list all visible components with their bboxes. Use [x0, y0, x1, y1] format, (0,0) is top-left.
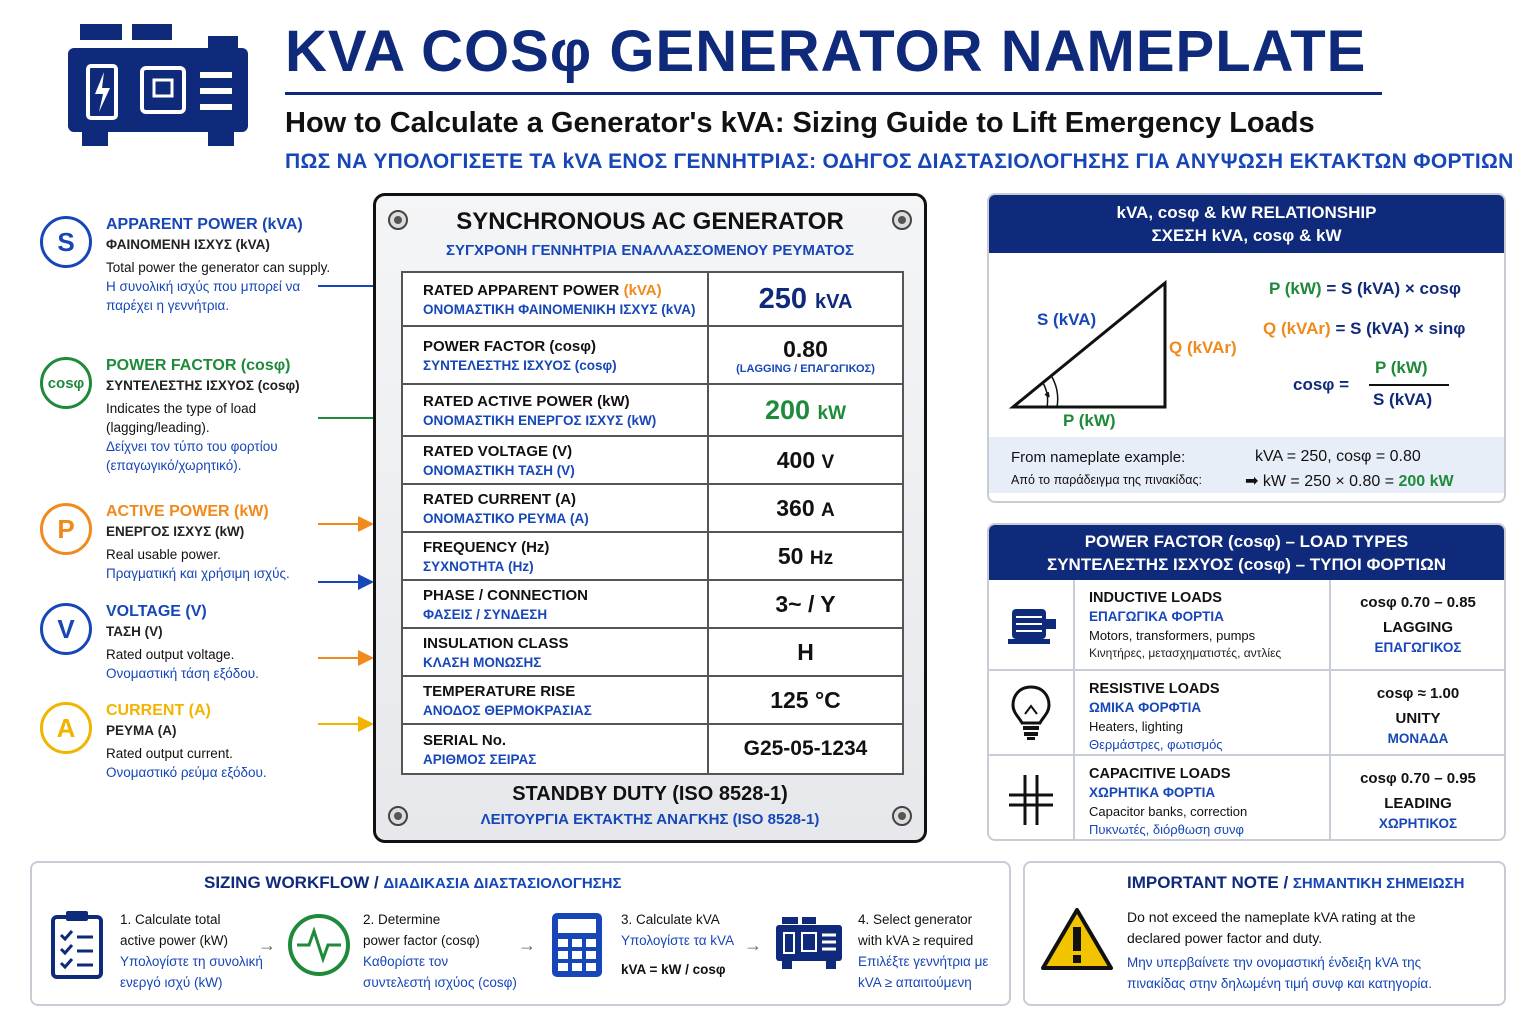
note-text-greek: Μην υπερβαίνετε την ονομαστική ένδειξη kVA της πινακίδας στην δηλωμένη τιμή συνφ και κατηγορία.: [1127, 955, 1432, 991]
nameplate-title: SYNCHRONOUS AC GENERATOR: [456, 208, 844, 235]
row-label: RATED VOLTAGE (V): [423, 442, 573, 460]
relationship-panel-header: [989, 195, 1504, 253]
legend-description: Rated output current.: [106, 746, 233, 761]
workflow-title: SIZING WORKFLOW / ΔΙΑΔΙΚΑΣΙΑ ΔΙΑΣΤΑΣΙΟΛΟΓΗΣΗΣ: [204, 873, 622, 892]
workflow-arrow-icon: →: [258, 935, 276, 955]
row-value: H: [708, 628, 903, 676]
load-name: RESISTIVE LOADS: [1089, 681, 1220, 697]
row-value: 400: [776, 446, 816, 473]
warning-icon: [1041, 907, 1113, 971]
formula-rhs: = S (kVA) × cosφ: [1326, 279, 1461, 298]
workflow-step-3: [621, 909, 734, 980]
row-value: 50: [777, 542, 804, 569]
note-text: Do not exceed the nameplate kVA rating at the declared power factor and duty.: [1127, 909, 1416, 946]
row-value: 250: [758, 282, 807, 315]
step-line-greek: Επιλέξτε γεννήτρια με: [858, 954, 989, 969]
step-line: 2. Determine: [363, 912, 441, 927]
active-power-symbol: P: [40, 503, 92, 555]
plate-row-phase: [402, 580, 903, 628]
load-row-inductive: [989, 580, 1504, 669]
load-kind: LEADING: [1384, 795, 1452, 812]
legend-power-factor: [40, 357, 330, 487]
power-factor-symbol: cosφ: [40, 357, 92, 409]
load-power-factor: cosφ ≈ 1.00: [1376, 685, 1460, 702]
triangle-label-p: P (kW): [1063, 411, 1116, 430]
plate-row-insulation: [402, 628, 903, 676]
plate-row-apparent-power: [402, 272, 903, 326]
generator-icon: [774, 915, 844, 971]
example-label-greek: Από το παράδειγμα της πινακίδας:: [1011, 473, 1203, 487]
plate-row-power-factor: [402, 326, 903, 384]
row-label: SERIAL No.: [423, 731, 507, 749]
current-symbol: A: [40, 702, 92, 754]
legend-description-greek: Ονομαστικό ρεύμα εξόδου.: [106, 765, 267, 780]
row-unit: V: [821, 451, 835, 473]
legend-title-greek: ΕΝΕΡΓΟΣ ΙΣΧΥΣ (kW): [106, 524, 245, 539]
legend-title-greek: ΣΥΝΤΕΛΕΣΤΗΣ ΙΣΧΥΟΣ (cosφ): [106, 378, 300, 393]
load-row-resistive: [989, 669, 1504, 754]
formula-cos-phi-denominator: S (kVA): [1373, 390, 1433, 409]
legend-title-greek: ΤΑΣΗ (V): [106, 624, 163, 639]
nameplate-table: [401, 271, 904, 775]
plate-row-serial: [402, 724, 903, 774]
legend-title-greek: ΦΑΙΝΟΜΕΝΗ ΙΣΧΥΣ (kVA): [106, 237, 270, 252]
row-label: RATED APPARENT POWER: [423, 281, 620, 299]
plate-row-voltage: [402, 436, 903, 484]
legend-apparent-power: [40, 216, 330, 346]
legend-title: POWER FACTOR (cosφ): [106, 357, 291, 374]
load-name-greek: ΩΜΙΚΑ ΦΟΡΦΤΙΑ: [1089, 700, 1202, 715]
step-line-greek: ενεργό ισχύ (kW): [120, 975, 223, 990]
legend-description-greek: Δείχνει τον τύπο του φορτίου (επαγωγικό/χωρητικό).: [106, 439, 278, 473]
nameplate-duty: STANDBY DUTY (ISO 8528-1): [512, 783, 788, 805]
row-label-greek: ΟΝΟΜΑΣΤΙΚΟ ΡΕΥΜΑ (A): [423, 510, 589, 526]
row-label: INSULATION CLASS: [423, 634, 569, 652]
triangle-label-q: Q (kVAr): [1169, 338, 1237, 357]
step-line: 1. Calculate total: [120, 912, 221, 927]
row-label: PHASE / CONNECTION: [423, 586, 589, 604]
formula-rhs: = S (kVA) × sinφ: [1335, 319, 1466, 338]
load-power-factor: cosφ 0.70 – 0.85: [1360, 594, 1476, 611]
plate-row-active-power: [402, 384, 903, 436]
load-name-greek: ΕΠΑΓΩΓΙΚΑ ΦΟΡΤΙΑ: [1089, 609, 1224, 624]
row-subvalue: (LAGGING / ΕΠΑΓΩΓΙΚΟΣ): [736, 362, 875, 375]
page-subtitle: How to Calculate a Generator's kVA: Sizing Guide to Lift Emergency Loads: [285, 107, 1315, 139]
load-examples: Heaters, lighting: [1089, 719, 1183, 734]
step-line: power factor (cosφ): [363, 933, 480, 948]
page-title: KVA COSφ GENERATOR NAMEPLATE: [285, 19, 1367, 84]
light-bulb-icon: [989, 671, 1075, 754]
legend-title: CURRENT (A): [106, 702, 211, 719]
step-line: active power (kW): [120, 933, 229, 948]
workflow-step-4: [858, 909, 988, 993]
load-kind: LAGGING: [1383, 619, 1453, 636]
legend-active-power: [40, 503, 330, 598]
step-line-greek: Υπολογίστε τη συνολική: [120, 954, 263, 969]
legend-description-greek: Ονομαστική τάση εξόδου.: [106, 666, 259, 681]
load-kind-greek: ΜΟΝΑΔΑ: [1387, 731, 1449, 746]
legend-description: Indicates the type of load (lagging/leading).: [106, 401, 257, 435]
legend-current: [40, 702, 330, 797]
formula-cos-phi-numerator: P (kW): [1375, 358, 1428, 377]
step-line-greek: kVA ≥ απαιτούμενη: [858, 975, 972, 990]
load-name-greek: ΧΩΡΗΤΙΚΑ ΦΟΡΤΙΑ: [1089, 785, 1216, 800]
example-calc: [1245, 471, 1454, 491]
row-label-unit: (kVA): [623, 281, 662, 299]
motor-icon: [989, 580, 1075, 669]
row-unit: kW: [817, 402, 847, 424]
row-label-greek: ΚΛΑΣΗ ΜΟΝΩΣΗΣ: [423, 654, 542, 670]
formula-lhs: Q (kVAr): [1263, 319, 1331, 338]
row-unit: Hz: [809, 547, 834, 569]
row-label: RATED ACTIVE POWER (kW): [423, 392, 630, 410]
row-label-greek: ΟΝΟΜΑΣΤΙΚΗ ΦΑΙΝΟΜΕΝΙΚΗ ΙΣΧΥΣ (kVA): [423, 301, 696, 317]
step-line-greek: Υπολογίστε τα kVA: [621, 933, 735, 948]
load-examples: Capacitor banks, correction: [1089, 804, 1248, 819]
triangle-label-s: S (kVA): [1037, 310, 1097, 329]
load-kind: UNITY: [1395, 710, 1441, 727]
load-examples-greek: Θερμάστρες, φωτισμός: [1089, 737, 1223, 752]
row-value: 0.80: [783, 335, 828, 362]
step-line: 3. Calculate kVA: [621, 912, 720, 927]
relationship-panel: [987, 193, 1506, 503]
important-note-panel: [1023, 861, 1506, 1006]
row-label-greek: ΟΝΟΜΑΣΤΙΚΗ ΤΑΣΗ (V): [423, 462, 575, 478]
workflow-title-en: SIZING WORKFLOW: [204, 873, 370, 892]
formula-active-power: [1269, 279, 1461, 299]
example-result: 200 kW: [1398, 473, 1454, 490]
page-subtitle-greek: ΠΩΣ ΝΑ ΥΠΟΛΟΓΙΣΕΤΕ ΤΑ kVA ΕΝΟΣ ΓΕΝΝΗΤΡΙΑΣ: ΟΔΗΓΟΣ ΔΙΑΣΤΑΣΙΟΛΟΓΗΣΗΣ ΓΙΑ ΑΝΥΨΩΣΗ ΕΚΤΑΚΤΩΝ ΦΟΡΤΙΩΝ: [285, 150, 1514, 173]
legend-description-greek: Η συνολική ισχύς που μπορεί να παρέχει η γεννήτρια.: [106, 279, 301, 313]
note-title: IMPORTANT NOTE / ΣΗΜΑΝΤΙΚΗ ΣΗΜΕΙΩΣΗ: [1127, 873, 1465, 892]
row-value: 360: [776, 494, 815, 521]
example-given: kVA = 250, cosφ = 0.80: [1255, 448, 1421, 465]
row-label-greek: ΑΝΟΔΟΣ ΘΕΡΜΟΚΡΑΣΙΑΣ: [423, 702, 592, 718]
nameplate-duty-greek: ΛΕΙΤΟΥΡΓΙΑ ΕΚΤΑΚΤΗΣ ΑΝΑΓΚΗΣ (ISO 8528-1): [480, 811, 820, 828]
example-calc-expr: ➡ kW = 250 × 0.80 =: [1245, 473, 1395, 490]
row-value: 3~ / Y: [708, 580, 903, 628]
legend-description-greek: Πραγματική και χρήσιμη ισχύς.: [106, 566, 290, 581]
generator-logo-icon: [62, 20, 254, 150]
relationship-title: kVA, cosφ & kW RELATIONSHIP: [1116, 203, 1377, 222]
formula-reactive-power: [1263, 319, 1465, 339]
step-line: 4. Select generator: [858, 912, 973, 927]
legend-description: Total power the generator can supply.: [106, 260, 331, 275]
row-label-greek: ΑΡΙΘΜΟΣ ΣΕΙΡΑΣ: [423, 751, 537, 767]
row-value: 125 °C: [708, 676, 903, 724]
load-types-panel: [987, 523, 1506, 841]
example-label: From nameplate example:: [1011, 449, 1186, 466]
step-line-greek: Καθορίστε τον: [363, 954, 449, 969]
relationship-title-greek: ΣΧΕΣΗ kVA, cosφ & kW: [1151, 226, 1342, 245]
legend-description: Rated output voltage.: [106, 647, 235, 662]
calculator-icon: [550, 911, 604, 979]
plate-row-current: [402, 484, 903, 532]
sine-wave-icon: [287, 913, 351, 977]
load-row-capacitive: [989, 754, 1504, 841]
nameplate: [373, 193, 927, 843]
legend-voltage: [40, 603, 330, 698]
note-title-en: IMPORTANT NOTE: [1127, 873, 1279, 892]
legend-title: APPARENT POWER (kVA): [106, 216, 303, 233]
checklist-icon: [50, 909, 104, 979]
voltage-symbol: V: [40, 603, 92, 655]
note-title-greek: ΣΗΜΑΝΤΙΚΗ ΣΗΜΕΙΩΣΗ: [1292, 875, 1465, 892]
title-rule: [285, 92, 1382, 95]
load-examples-greek: Κινητήρες, μετασχηματιστές, αντλίες: [1089, 646, 1282, 660]
row-label-greek: ΣΥΧΝΟΤΗΤΑ (Hz): [423, 558, 534, 574]
workflow-title-greek: ΔΙΑΔΙΚΑΣΙΑ ΔΙΑΣΤΑΣΙΟΛΟΓΗΣΗΣ: [383, 875, 622, 892]
load-kind-greek: ΧΩΡΗΤΙΚΟΣ: [1378, 816, 1458, 831]
row-value: 200: [764, 394, 811, 425]
load-name: INDUCTIVE LOADS: [1089, 590, 1222, 606]
load-kind-greek: ΕΠΑΓΩΓΙΚΟΣ: [1374, 640, 1462, 655]
step-line-greek: συντελεστή ισχύος (cosφ): [363, 975, 517, 990]
legend-title: VOLTAGE (V): [106, 603, 207, 620]
row-value: G25-05-1234: [708, 724, 903, 774]
row-label-greek: ΣΥΝΤΕΛΕΣΤΗΣ ΙΣΧΥΟΣ (cosφ): [423, 357, 617, 373]
workflow-step-1: [120, 909, 263, 993]
row-label: RATED CURRENT (A): [423, 490, 577, 508]
formula-lhs: P (kW): [1269, 279, 1322, 298]
load-name: CAPACITIVE LOADS: [1089, 766, 1231, 782]
plate-row-temperature: [402, 676, 903, 724]
row-label: POWER FACTOR (cosφ): [423, 337, 596, 355]
legend-title-greek: ΡΕΥΜΑ (A): [106, 723, 177, 738]
load-examples: Motors, transformers, pumps: [1089, 628, 1256, 643]
legend-title: ACTIVE POWER (kW): [106, 503, 269, 520]
step-line: with kVA ≥ required: [858, 933, 974, 948]
load-types-header: [989, 525, 1504, 580]
workflow-arrow-icon: →: [518, 935, 536, 955]
capacitor-icon: [989, 756, 1075, 841]
fraction-bar: [1369, 384, 1449, 386]
nameplate-title-greek: ΣΥΓΧΡΟΝΗ ΓΕΝΝΗΤΡΙΑ ΕΝΑΛΛΑΣΣΟΜΕΝΟΥ ΡΕΥΜΑΤΟΣ: [446, 242, 854, 259]
row-unit: A: [821, 499, 835, 521]
row-label-greek: ΟΝΟΜΑΣΤΙΚΗ ΕΝΕΡΓΟΣ ΙΣΧΥΣ (kW): [423, 412, 657, 428]
plate-row-frequency: [402, 532, 903, 580]
row-label: FREQUENCY (Hz): [423, 538, 550, 556]
load-types-title: POWER FACTOR (cosφ) – LOAD TYPES: [1084, 532, 1409, 551]
row-unit: kVA: [815, 290, 853, 313]
workflow-step-2: [363, 909, 517, 993]
sizing-workflow-panel: [30, 861, 1011, 1006]
row-label: TEMPERATURE RISE: [423, 682, 576, 700]
example-strip: [989, 437, 1504, 493]
formula-cos-phi-lhs: cosφ =: [1293, 375, 1350, 394]
apparent-power-symbol: S: [40, 216, 92, 268]
load-examples-greek: Πυκνωτές, διόρθωση συνφ: [1089, 822, 1244, 837]
load-types-title-greek: ΣΥΝΤΕΛΕΣΤΗΣ ΙΣΧΥΟΣ (cosφ) – ΤΥΠΟΙ ΦΟΡΤΙΩΝ: [1047, 555, 1446, 574]
workflow-arrow-icon: →: [744, 935, 762, 955]
legend-description: Real usable power.: [106, 547, 221, 562]
row-label-greek: ΦΑΣΕΙΣ / ΣΥΝΔΕΣΗ: [423, 606, 548, 622]
load-power-factor: cosφ 0.70 – 0.95: [1360, 770, 1476, 787]
step-formula: kVA = kW / cosφ: [621, 962, 726, 977]
